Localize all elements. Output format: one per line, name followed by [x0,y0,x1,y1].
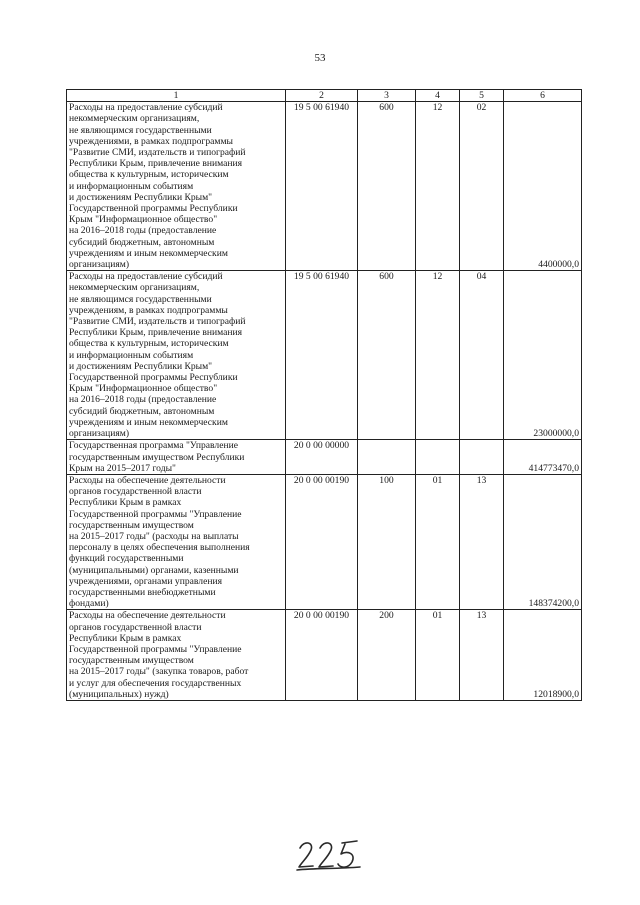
handwritten-number-225 [296,838,362,872]
description-line: субсидий бюджетным, автономным [69,405,215,417]
description-line: Республики Крым, привлечение внимания [69,327,243,339]
description-line: Государственной программы Республики [69,203,238,215]
description-line: и услуг для обеспечения государственных [69,677,242,689]
description-line: Государственной программы "Управление [69,508,242,520]
row-description [67,610,286,701]
column-header: 5 [460,90,504,102]
description-line: организациям) [69,259,130,271]
description-line: на 2016–2018 годы (предоставление [69,394,217,406]
row-description [67,271,286,440]
description-line: учреждениям и иным некоммерческим [69,416,228,428]
table-row [67,610,582,701]
row-description [67,440,286,475]
description-line: государственным имуществом Республики [69,451,245,463]
description-line: Крым "Информационное общество" [69,383,218,395]
description-line: на 2015–2017 годы" (расходы на выплаты [69,530,239,542]
budget-table [66,89,582,701]
row-col4 [416,440,460,475]
description-line: субсидий бюджетным, автономным [69,236,215,248]
description-line: Расходы на предоставление субсидий [69,102,223,114]
description-line: учреждениям и иным некоммерческим [69,247,228,259]
row-code: 20 0 00 00000 [286,440,358,475]
description-line: и информационным событиям [69,349,194,361]
description-line: государственными внебюджетными [69,586,216,598]
column-header: 3 [358,90,416,102]
row-description [67,102,286,271]
row-col5: 04 [460,271,504,440]
row-col5: 13 [460,474,504,609]
row-col3: 600 [358,271,416,440]
page-number: 53 [314,52,326,64]
description-line: персоналу в целях обеспечения выполнения [69,542,250,554]
description-line: на 2015–2017 годы" (закупка товаров, работ [69,666,249,678]
row-code: 19 5 00 61940 [286,102,358,271]
description-line: государственным имуществом [69,519,194,531]
row-amount: 12018900,0 [504,610,582,701]
description-line: (муниципальных) нужд) [69,688,169,700]
row-code: 19 5 00 61940 [286,271,358,440]
description-line: некоммерческим организациям, [69,282,200,294]
description-line: фондами) [69,598,109,610]
description-line: организациям) [69,428,130,440]
description-line: органов государственной власти [69,486,202,498]
table-row [67,474,582,609]
row-col3: 100 [358,474,416,609]
row-col4: 01 [416,474,460,609]
description-line: Расходы на обеспечение деятельности [69,474,226,486]
description-line: Республики Крым в рамках [69,497,182,509]
description-line: и информационным событиям [69,180,194,192]
row-amount: 23000000,0 [504,271,582,440]
column-header: 4 [416,90,460,102]
column-header: 6 [504,90,582,102]
row-col4: 12 [416,102,460,271]
description-line: "Развитие СМИ, издательств и типографий [69,316,246,328]
description-line: общества к культурным, историческим [69,338,229,350]
description-line: учреждениям, в рамках подпрограммы [69,304,228,316]
column-header: 1 [67,90,286,102]
description-line: и достижениям Республики Крым" [69,191,213,203]
description-line: некоммерческим организациям, [69,113,200,125]
description-line: не являющимся государственными [69,124,212,136]
description-line: Государственная программа "Управление [69,440,238,452]
description-line: Государственной программы "Управление [69,643,242,655]
description-line: учреждениями, в рамках подпрограммы [69,135,233,147]
table-row [67,102,582,271]
row-col4: 12 [416,271,460,440]
row-amount: 414773470,0 [504,440,582,475]
row-amount: 148374200,0 [504,474,582,609]
table-header-row [67,90,582,102]
description-line: Расходы на предоставление субсидий [69,271,223,283]
row-col5: 13 [460,610,504,701]
description-line: общества к культурным, историческим [69,169,229,181]
description-line: учреждениями, органами управления [69,575,223,587]
description-line: Крым на 2015–2017 годы" [69,462,176,474]
row-code: 20 0 00 00190 [286,474,358,609]
row-description [67,474,286,609]
column-header: 2 [286,90,358,102]
description-line: Республики Крым в рамках [69,632,182,644]
description-line: государственным имуществом [69,655,194,667]
description-line: и достижениям Республики Крым" [69,360,213,372]
description-line: органов государственной власти [69,621,202,633]
description-line: "Развитие СМИ, издательств и типографий [69,147,246,159]
description-line: не являющимся государственными [69,293,212,305]
description-line: на 2016–2018 годы (предоставление [69,225,217,237]
row-col3 [358,440,416,475]
table-row [67,440,582,475]
description-line: (муниципальными) органами, казенными [69,564,239,576]
row-col3: 600 [358,102,416,271]
row-col4: 01 [416,610,460,701]
description-line: функций государственными [69,553,184,565]
description-line: Крым "Информационное общество" [69,214,218,226]
row-col5 [460,440,504,475]
row-col5: 02 [460,102,504,271]
description-line: Республики Крым, привлечение внимания [69,158,243,170]
row-code: 20 0 00 00190 [286,610,358,701]
description-line: Государственной программы Республики [69,372,238,384]
row-col3: 200 [358,610,416,701]
table-row [67,271,582,440]
row-amount: 4400000,0 [504,102,582,271]
description-line: Расходы на обеспечение деятельности [69,610,226,622]
